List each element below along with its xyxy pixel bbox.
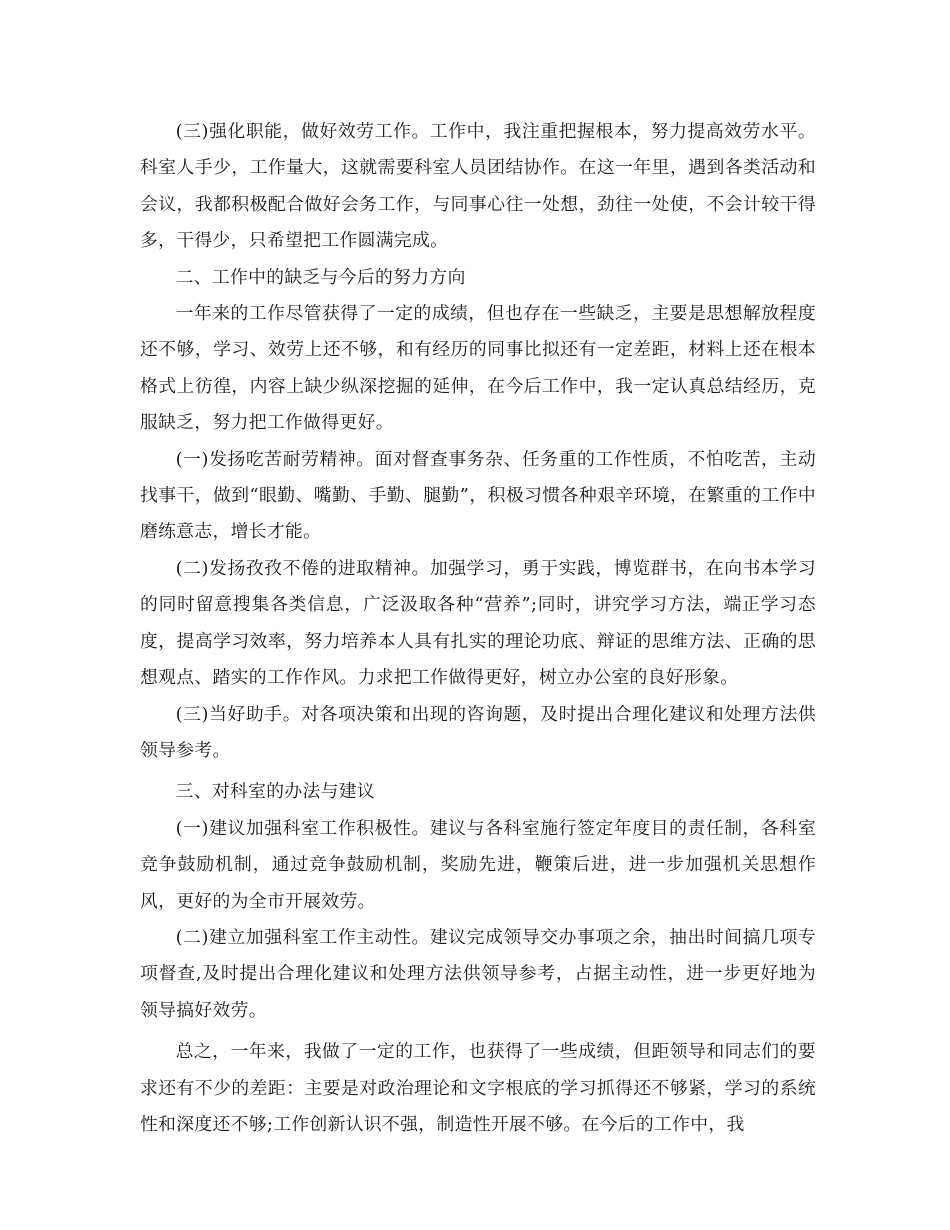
- paragraph-suggestion-initiative: (二)建立加强科室工作主动性。建议完成领导交办事项之余，抽出时间搞几项专项督查,及时提出合理化建议和处理方法供领导参考，占据主动性，进一步更好地为领导搞好效劳。: [140, 926, 816, 1021]
- paragraph-good-assistant: (三)当好助手。对各项决策和出现的咨询题，及时提出合理化建议和处理方法供领导参考。: [140, 703, 816, 761]
- document-body: [140, 114, 816, 1143]
- paragraph-hardworking-spirit: (一)发扬吃苦耐劳精神。面对督查事务杂、任务重的工作性质，不怕吃苦，主动找事干，做到“眼勤、嘴勤、手勤、腿勤”，积极习惯各种艰辛环境，在繁重的工作中磨练意志，增长才能。: [140, 448, 816, 543]
- section-heading-suggestions: 三、对科室的办法与建议: [175, 781, 376, 803]
- paragraph-enterprising-spirit: (二)发扬孜孜不倦的进取精神。加强学习，勇于实践，博览群书，在向书本学习的同时留意搜集各类信息，广泛汲取各种“营养”;同时，讲究学习方法，端正学习态度，提高学习效率，努力培养本人具有扎实的理论功底、辩证的思维方法、正确的思想观点、踏实的工作作风。力求把工作做得更好，树立办公室的良好形象。: [140, 557, 816, 689]
- paragraph-suggestion-enthusiasm: (一)建议加强科室工作积极性。建议与各科室施行签定年度目的责任制，各科室竞争鼓励机制，通过竞争鼓励机制，奖励先进，鞭策后进，进一步加强机关思想作风，更好的为全市开展效劳。: [140, 817, 816, 912]
- paragraph-conclusion: 总之，一年来，我做了一定的工作，也获得了一些成绩，但距领导和同志们的要求还有不少的差距：主要是对政治理论和文字根底的学习抓得还不够紧，学习的系统性和深度还不够;工作创新认识不强，制造性开展不够。在今后的工作中，我: [140, 1041, 816, 1135]
- paragraph-shortcomings-summary: 一年来的工作尽管获得了一定的成绩，但也存在一些缺乏，主要是思想解放程度还不够，学习、效劳上还不够，和有经历的同事比拟还有一定差距，材料上还在根本格式上彷徨，内容上缺少纵深挖掘的延伸，在今后工作中，我一定认真总结经历，克服缺乏，努力把工作做得更好。: [140, 303, 816, 434]
- section-heading-shortcomings: 二、工作中的缺乏与今后的努力方向: [175, 266, 466, 288]
- paragraph-strengthen-functions: (三)强化职能，做好效劳工作。工作中，我注重把握根本，努力提高效劳水平。科室人手少，工作量大，这就需要科室人员团结协作。在这一年里，遇到各类活动和会议，我都积极配合做好会务工作，与同事心往一处想，劲往一处使，不会计较干得多，干得少，只希望把工作圆满完成。: [140, 121, 816, 252]
